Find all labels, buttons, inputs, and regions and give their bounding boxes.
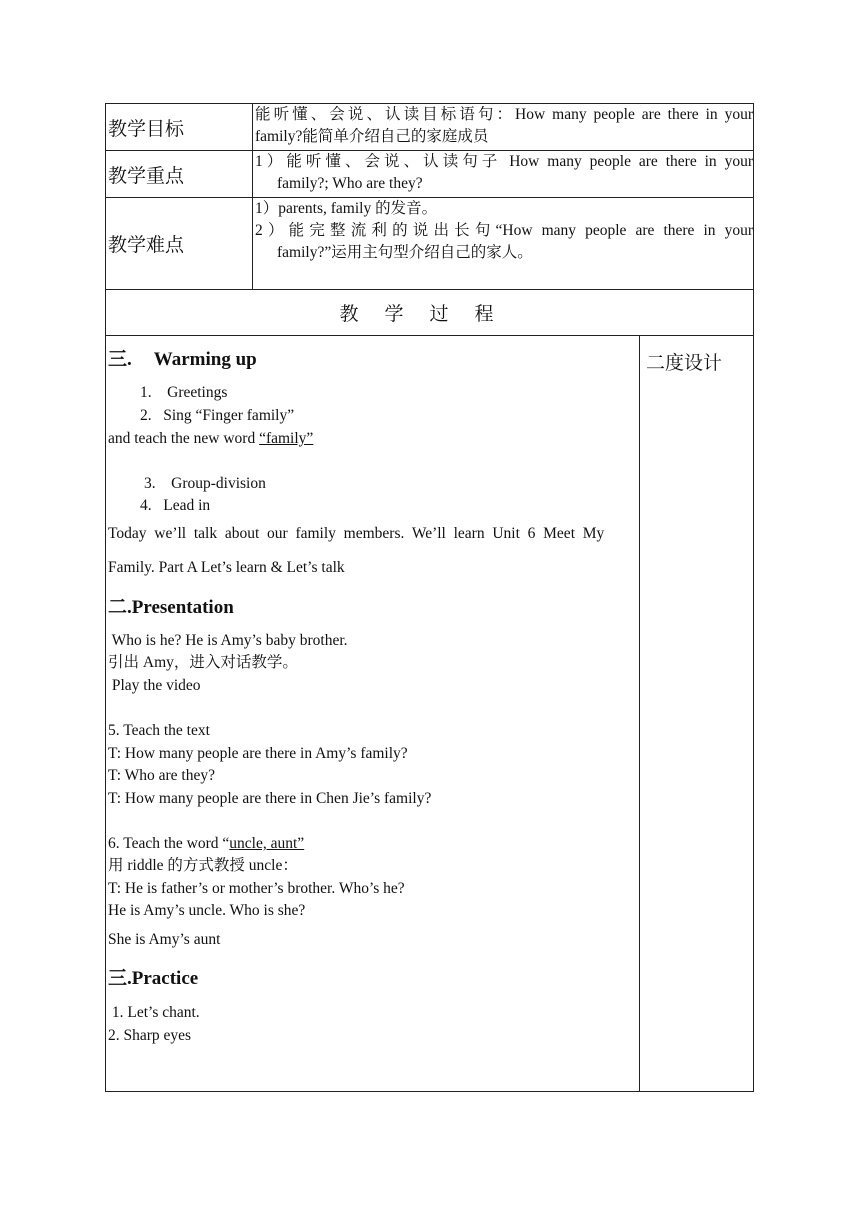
presentation-line-10: T: He is father’s or mother’s brother. Who’s he? bbox=[108, 880, 405, 897]
key-points-content bbox=[253, 151, 754, 198]
goals-content bbox=[253, 104, 754, 151]
presentation-line-4: 5. Teach the text bbox=[108, 722, 210, 739]
difficulties-item-2-line-2: family?”运用主句型介绍自己的家人。 bbox=[277, 244, 533, 261]
presentation-line-1: Who is he? He is Amy’s baby brother. bbox=[108, 632, 348, 649]
difficulties-item-2-line-1: 2）能完整流利的说出长句“How many people are there in your bbox=[255, 222, 754, 239]
presentation-line-9: 用 riddle 的方式教授 uncle： bbox=[108, 857, 298, 874]
goals-line-1: 能听懂、会说、认读目标语句：How many people are there in your bbox=[255, 106, 754, 123]
difficulties-label: 教学难点 bbox=[106, 198, 253, 290]
difficulties-item-1: 1）parents, family 的发音。 bbox=[255, 200, 438, 217]
warming-item-4: 4. Lead in bbox=[140, 497, 211, 514]
presentation-line-6: T: Who are they? bbox=[108, 767, 215, 784]
presentation-line-12: She is Amy’s aunt bbox=[108, 931, 221, 948]
process-title-row bbox=[106, 290, 754, 336]
lesson-plan-table bbox=[105, 103, 754, 1092]
key-points-line-1: 1）能听懂、会说、认读句子 How many people are there in your bbox=[255, 153, 754, 170]
difficulties-row bbox=[106, 198, 754, 290]
teach-word-prefix: 6. Teach the word “ bbox=[108, 835, 230, 852]
second-design-column: 二度设计 bbox=[640, 336, 754, 1092]
practice-line-1: 1. Let’s chant. bbox=[108, 1004, 200, 1021]
process-content bbox=[106, 336, 640, 1092]
practice-line-2: 2. Sharp eyes bbox=[108, 1027, 192, 1044]
warming-heading-text: Warming up bbox=[153, 349, 257, 370]
presentation-line-3: Play the video bbox=[108, 677, 201, 694]
goals-row bbox=[106, 104, 754, 151]
presentation-line-5: T: How many people are there in Amy’s family? bbox=[108, 745, 408, 762]
key-points-row bbox=[106, 151, 754, 198]
presentation-line-2: 引出 Amy，进入对话教学。 bbox=[108, 654, 298, 671]
warming-item-2: 2. Sing “Finger family” bbox=[140, 407, 295, 424]
lead-line-1: Today we’ll talk about our family members. We’ll learn Unit 6 Meet My bbox=[108, 525, 605, 542]
presentation-line-11: He is Amy’s uncle. Who is she? bbox=[108, 902, 306, 919]
process-body-row bbox=[106, 336, 754, 1092]
process-title: 教学过程 bbox=[106, 290, 754, 336]
warming-teach-line bbox=[108, 429, 313, 449]
warming-heading bbox=[108, 350, 257, 370]
goals-label: 教学目标 bbox=[106, 104, 253, 151]
warming-heading-num: 三. bbox=[108, 349, 132, 370]
goals-line-2: family?能简单介绍自己的家庭成员 bbox=[255, 128, 489, 145]
key-points-line-2: family?; Who are they? bbox=[277, 175, 423, 192]
warming-item-3: 3. Group-division bbox=[144, 475, 266, 492]
practice-heading: 三.Practice bbox=[108, 968, 199, 989]
warming-item-1: 1. Greetings bbox=[140, 384, 228, 401]
presentation-line-8 bbox=[108, 834, 304, 854]
presentation-line-7: T: How many people are there in Chen Jie’s family? bbox=[108, 790, 432, 807]
warming-teach-word: “family” bbox=[259, 430, 314, 447]
warming-teach-prefix: and teach the new word bbox=[108, 430, 260, 447]
presentation-heading: 二.Presentation bbox=[108, 597, 234, 618]
difficulties-content bbox=[253, 198, 754, 290]
key-points-label: 教学重点 bbox=[106, 151, 253, 198]
lead-line-2: Family. Part A Let’s learn & Let’s talk bbox=[108, 559, 345, 576]
teach-word-underlined: uncle, aunt” bbox=[229, 835, 305, 852]
